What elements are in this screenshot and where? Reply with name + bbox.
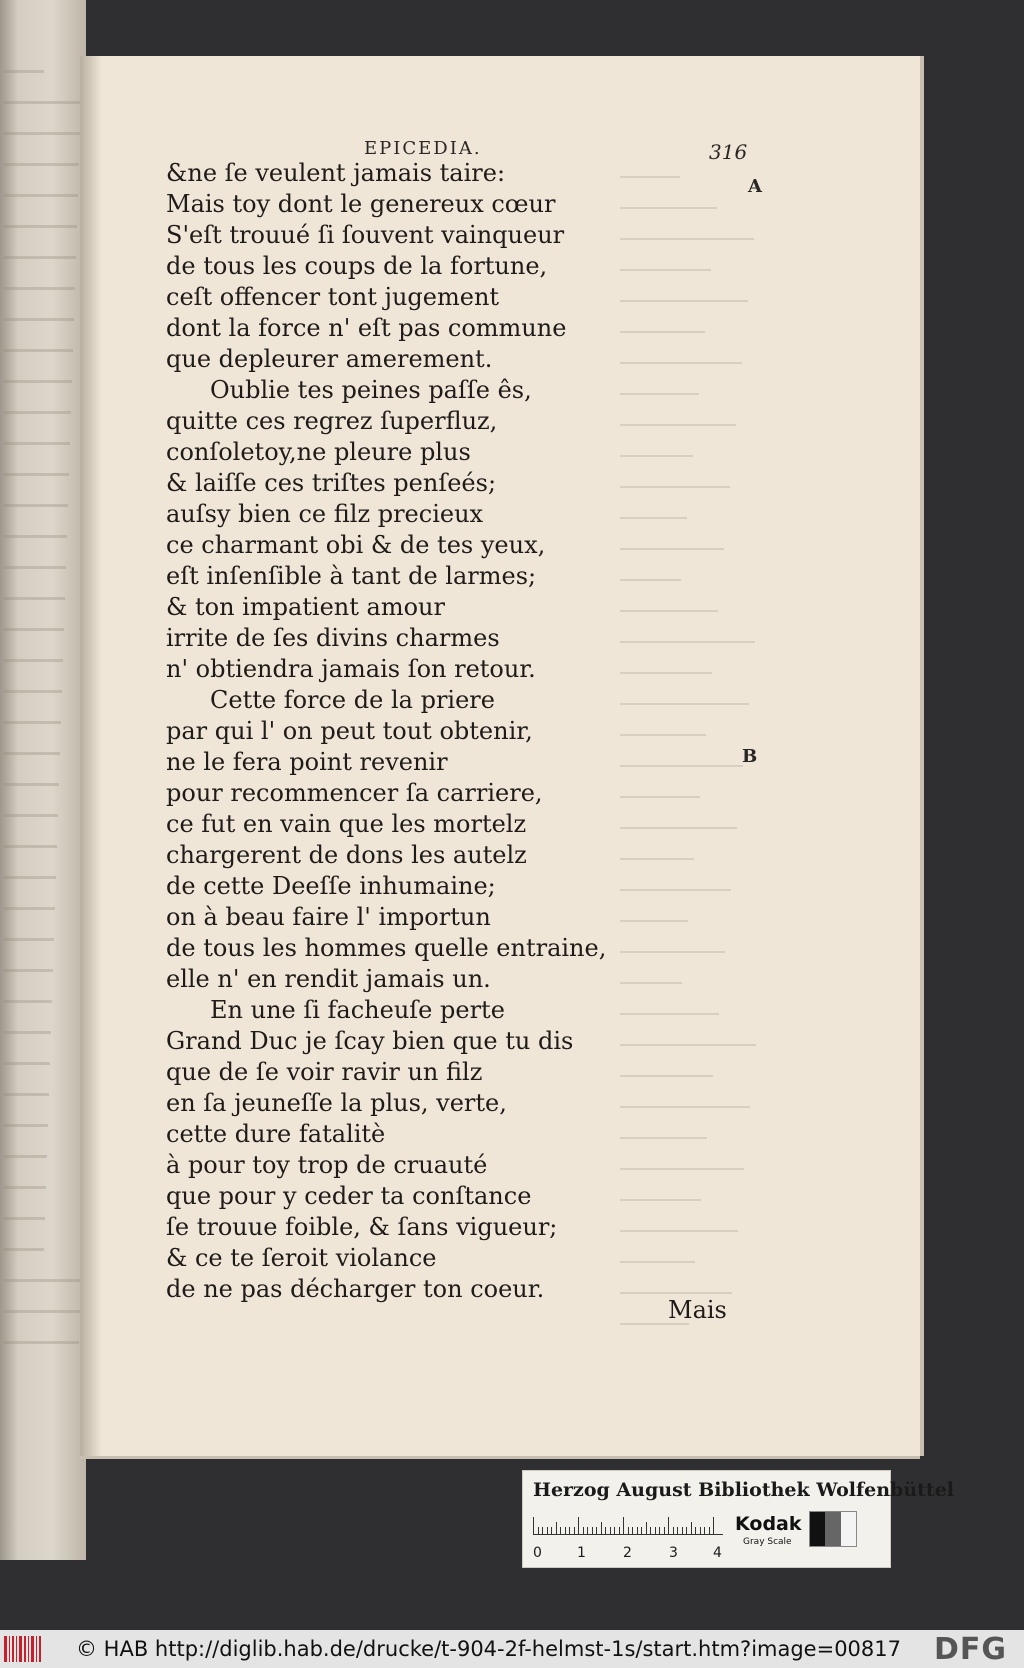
verse-line: que depleurer amerement. (166, 345, 493, 373)
ruler-number: 0 (533, 1545, 542, 1561)
bleed-line (4, 659, 63, 662)
verse-line: quitte ces regrez ſuperfluz, (166, 407, 498, 435)
barcode-bar (31, 1636, 34, 1662)
verse-line: conſoletoy,ne pleure plus (166, 438, 471, 466)
ruler-tick (700, 1527, 701, 1535)
bleed-line (4, 132, 80, 135)
ruler-tick (542, 1527, 543, 1535)
marginal-letter-b: B (742, 746, 758, 767)
verse-line: ne le fera point revenir (166, 748, 448, 776)
bleed-line (620, 1137, 707, 1139)
bleed-line (4, 1031, 51, 1034)
ruler-tick (695, 1527, 696, 1535)
kodak-subtitle: Gray Scale (743, 1537, 792, 1547)
ruler-tick (605, 1527, 606, 1535)
footer-copyright-url[interactable]: © HAB http://diglib.hab.de/drucke/t-904-2f-helmst-1s/start.htm?image=00817 (76, 1637, 901, 1661)
ruler-tick (587, 1527, 588, 1535)
ruler-number: 4 (713, 1545, 722, 1561)
barcode-bar (24, 1636, 26, 1662)
verse-line: eſt inſenſible à tant de larmes; (166, 562, 537, 590)
verse-line: Grand Duc je ſcay bien que tu dis (166, 1027, 574, 1055)
swatch-white (841, 1512, 856, 1546)
ruler-tick (551, 1527, 552, 1535)
bleed-line (4, 442, 70, 445)
ruler-tick (601, 1522, 602, 1535)
verse-line: ceſt offencer tont jugement (166, 283, 500, 311)
bleed-line (620, 1199, 701, 1201)
bleed-line (4, 969, 53, 972)
ruler-numbers (533, 1545, 733, 1563)
barcode-bar (9, 1636, 10, 1662)
bleed-line (620, 672, 712, 674)
ruler-tick (614, 1527, 615, 1535)
verse-line: de ne pas décharger ton coeur. (166, 1275, 545, 1303)
bleed-line (620, 1044, 756, 1046)
facing-page-edge (0, 0, 86, 1560)
verse-line: ſe trouue foible, & ſans vigueur; (166, 1213, 558, 1241)
ruler-tick (682, 1527, 683, 1535)
bleed-line (4, 1279, 81, 1282)
bleed-line (620, 393, 699, 395)
verse-line: & ce te ſeroit violance (166, 1244, 437, 1272)
bleed-line (4, 876, 56, 879)
verse-line: &ne ſe veulent jamais taire: (166, 159, 506, 187)
bleed-line (4, 1124, 48, 1127)
verse-line: ce charmant obi & de tes yeux, (166, 531, 546, 559)
bleed-line (620, 300, 748, 302)
bleed-line (620, 579, 681, 581)
bleed-line (4, 473, 69, 476)
ruler-tick (560, 1527, 561, 1535)
ruler-tick (704, 1527, 705, 1535)
bleed-line (620, 176, 680, 178)
bleed-line (620, 796, 700, 798)
barcode-bar (39, 1636, 41, 1662)
barcode-bar (12, 1636, 14, 1662)
bleed-line (620, 362, 742, 364)
ruler-tick (619, 1527, 620, 1535)
verse-line: cette dure fatalitè (166, 1120, 386, 1148)
marginal-letter-a: A (748, 176, 762, 197)
ruler-tick (686, 1527, 687, 1535)
bleed-line (620, 1075, 713, 1077)
ruler-tick (664, 1527, 665, 1535)
ruler-tick (655, 1527, 656, 1535)
facing-page-bleed-through (4, 70, 82, 1370)
verse-line: que pour y ceder ta conſtance (166, 1182, 532, 1210)
bleed-line (4, 907, 55, 910)
bleed-line (620, 858, 694, 860)
dfg-logo: DFG (934, 1632, 1008, 1667)
verse-line: que de ſe voir ravir un filz (166, 1058, 483, 1086)
verse-line: de tous les coups de la fortune, (166, 252, 548, 280)
book-page (80, 56, 920, 1456)
bleed-line (620, 827, 737, 829)
swatch-gray (825, 1512, 840, 1546)
ruler-tick (668, 1517, 669, 1535)
bleed-line (4, 256, 76, 259)
verse-line: pour recommencer ſa carriere, (166, 779, 543, 807)
ruler-tick (677, 1527, 678, 1535)
verse-line: chargerent de dons les autelz (166, 841, 527, 869)
ruler-number: 3 (669, 1545, 678, 1561)
verse-line: ce fut en vain que les mortelz (166, 810, 527, 838)
bleed-line (4, 411, 71, 414)
bleed-line (620, 889, 731, 891)
ruler-tick (533, 1517, 534, 1535)
barcode-bar (19, 1636, 22, 1662)
bleed-line (4, 1341, 79, 1344)
verse-line: elle n' en rendit jamais un. (166, 965, 491, 993)
ruler-tick (650, 1527, 651, 1535)
verse-line: auſsy bien ce filz precieux (166, 500, 484, 528)
verse-line: en ſa jeuneſſe la plus, verte, (166, 1089, 507, 1117)
bleed-line (4, 1310, 80, 1313)
ruler-tick (578, 1517, 579, 1535)
bleed-line (4, 783, 59, 786)
verse-line: irrite de ſes divins charmes (166, 624, 500, 652)
bleed-line (620, 269, 711, 271)
ruler-tick (628, 1527, 629, 1535)
verse-line: Cette force de la priere (210, 686, 495, 714)
ruler-tick (637, 1527, 638, 1535)
ruler-tick (592, 1527, 593, 1535)
swatch-black (810, 1512, 825, 1546)
bleed-line (4, 380, 72, 383)
barcode-bar (36, 1636, 37, 1662)
bleed-line (620, 548, 724, 550)
ruler-tick (596, 1527, 597, 1535)
verse-line: de cette Deeſſe inhumaine; (166, 872, 496, 900)
bleed-line (4, 1155, 47, 1158)
barcode-bar (16, 1636, 17, 1662)
ruler-tick (713, 1517, 714, 1535)
verse-line: Mais toy dont le genereux cœur (166, 190, 556, 218)
ruler-tick (673, 1527, 674, 1535)
bleed-line (4, 1062, 50, 1065)
barcode-bar (4, 1636, 7, 1662)
ruler-number: 1 (577, 1545, 586, 1561)
bleed-line (620, 734, 706, 736)
bleed-line (4, 1000, 52, 1003)
verse-line: Oublie tes peines paſſe ês, (210, 376, 532, 404)
barcode-icon (4, 1636, 48, 1662)
bleed-line (4, 287, 75, 290)
bleed-line (4, 845, 57, 848)
bleed-line (620, 1168, 744, 1170)
verse-line: & ton impatient amour (166, 593, 445, 621)
verse-line: & laiſſe ces triſtes penſeés; (166, 469, 497, 497)
page-number: 316 (709, 140, 748, 164)
verse-line: S'eſt trouué ſi ſouvent vainqueur (166, 221, 565, 249)
bleed-line (620, 1013, 719, 1015)
bleed-line (4, 628, 64, 631)
ruler-number: 2 (623, 1545, 632, 1561)
bleed-line (620, 1261, 695, 1263)
bleed-line (4, 1217, 45, 1220)
bleed-line (620, 207, 717, 209)
bleed-line (4, 163, 79, 166)
bleed-line (4, 597, 65, 600)
ruler-tick (641, 1527, 642, 1535)
reverse-side-show-through (620, 176, 770, 1376)
ruler-tick (574, 1527, 575, 1535)
bleed-line (620, 920, 688, 922)
ruler-tick (691, 1522, 692, 1535)
kodak-logo: Kodak (735, 1513, 802, 1535)
scale-ruler (533, 1513, 723, 1541)
verse-line: n' obtiendra jamais ſon retour. (166, 655, 536, 683)
library-name: Herzog August Bibliothek Wolfenbüttel (533, 1479, 954, 1501)
bleed-line (4, 938, 54, 941)
bleed-line (4, 70, 44, 73)
bleed-line (620, 455, 693, 457)
gray-scale-swatch (809, 1511, 857, 1547)
bleed-line (4, 1093, 49, 1096)
ruler-tick (565, 1527, 566, 1535)
bleed-line (620, 765, 743, 767)
bleed-line (4, 349, 73, 352)
bleed-line (620, 951, 725, 953)
bleed-line (620, 331, 705, 333)
bleed-line (620, 517, 687, 519)
bleed-line (620, 486, 730, 488)
ruler-tick (547, 1527, 548, 1535)
bleed-line (4, 566, 66, 569)
bleed-line (620, 641, 755, 643)
ruler-tick (610, 1527, 611, 1535)
bleed-line (4, 1186, 46, 1189)
barcode-bar (28, 1636, 29, 1662)
bleed-line (620, 238, 754, 240)
ruler-tick (583, 1527, 584, 1535)
ruler-tick (623, 1517, 624, 1535)
verse-line: on à beau faire l' importun (166, 903, 491, 931)
ruler-tick (538, 1527, 539, 1535)
bleed-line (620, 1292, 732, 1294)
bleed-line (620, 982, 682, 984)
bleed-line (620, 610, 718, 612)
ruler-tick (659, 1527, 660, 1535)
verse-text (166, 158, 626, 1305)
bleed-line (620, 1106, 750, 1108)
running-head: EPICEDIA. (364, 138, 482, 159)
bleed-line (4, 101, 81, 104)
bleed-line (4, 318, 74, 321)
bleed-line (620, 703, 749, 705)
bleed-line (4, 1248, 44, 1251)
ruler-tick (556, 1522, 557, 1535)
ruler-tick (569, 1527, 570, 1535)
bleed-line (4, 535, 67, 538)
verse-line: de tous les hommes quelle entraine, (166, 934, 607, 962)
bleed-line (4, 752, 60, 755)
bleed-line (4, 814, 58, 817)
bleed-line (4, 225, 77, 228)
bleed-line (620, 1230, 738, 1232)
color-calibration-card (522, 1470, 954, 1568)
bleed-line (620, 424, 736, 426)
bleed-line (4, 690, 62, 693)
page-gutter-shadow (80, 56, 102, 1456)
bleed-line (4, 504, 68, 507)
footer-bar (0, 1630, 1024, 1668)
ruler-tick (632, 1527, 633, 1535)
bleed-line (4, 721, 61, 724)
catchword: Mais (668, 1296, 727, 1324)
ruler-tick (646, 1522, 647, 1535)
verse-line: à pour toy trop de cruauté (166, 1151, 488, 1179)
ruler-tick (709, 1527, 710, 1535)
verse-line: dont la force n' eſt pas commune (166, 314, 567, 342)
verse-line: par qui l' on peut tout obtenir, (166, 717, 533, 745)
bleed-line (4, 194, 78, 197)
verse-line: En une ſi facheuſe perte (210, 996, 505, 1024)
